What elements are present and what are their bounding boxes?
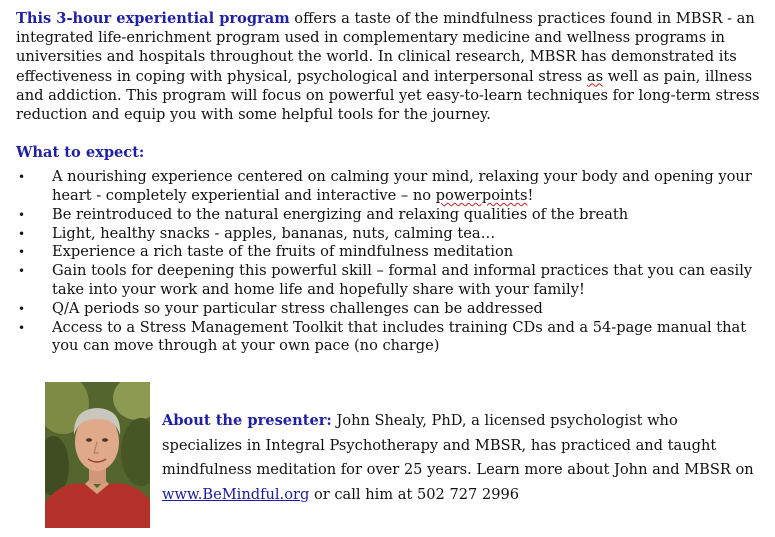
presenter-section bbox=[45, 382, 765, 528]
list-item bbox=[16, 319, 761, 357]
website-link[interactable]: www.BeMindful.org bbox=[162, 485, 310, 503]
list-item bbox=[16, 300, 761, 319]
presenter-bio-text: John Shealy, PhD, a licensed psychologist who specializes in Integral Psychotherapy and MBSR, has practiced and taught mindfulness meditation for over 25 years. Learn more about John and MBSR on bbox=[162, 412, 754, 478]
list-item-text: Access to a Stress Management Toolkit that includes training CDs and a 54-page manual that you can move through at your own pace (no charge) bbox=[52, 318, 747, 355]
bullet-icon: • bbox=[18, 170, 26, 185]
list-item-text: A nourishing experience centered on calming your mind, relaxing your body and opening your heart - completely experiential and interactive – no bbox=[52, 168, 752, 205]
bullet-icon: • bbox=[18, 320, 26, 335]
presenter-label: About the presenter: bbox=[162, 412, 332, 429]
expectation-list bbox=[16, 168, 761, 356]
intro-text-end: well as pain, illness and addiction. This program will focus on powerful yet easy-to-learn techniques for long-term stress reduction and equip you with some helpful tools for the journey. bbox=[16, 67, 760, 124]
bullet-icon: • bbox=[18, 264, 26, 279]
list-item-text: Gain tools for deepening this powerful skill – formal and informal practices that you can easily take into your work and home life and hopefully share with your family! bbox=[52, 262, 753, 298]
bullet-icon: • bbox=[18, 226, 26, 241]
list-item bbox=[16, 243, 761, 262]
intro-lead: This 3-hour experiential program bbox=[16, 10, 290, 27]
spellcheck-flagged-word: powerpoints bbox=[435, 187, 528, 205]
list-item-text: Experience a rich taste of the fruits of mindfulness meditation bbox=[52, 243, 514, 261]
list-item bbox=[16, 225, 761, 244]
presenter-photo bbox=[45, 382, 150, 528]
bullet-icon: • bbox=[18, 245, 26, 260]
list-item-text: Light, healthy snacks - apples, bananas, nuts, calming tea… bbox=[52, 224, 496, 242]
intro-paragraph bbox=[16, 9, 761, 124]
list-item-text: Q/A periods so your particular stress challenges can be addressed bbox=[52, 299, 543, 317]
list-item bbox=[16, 262, 761, 300]
list-item-text-end: ! bbox=[527, 187, 534, 205]
presenter-contact-text: or call him at 502 727 2996 bbox=[309, 485, 520, 503]
list-item bbox=[16, 206, 761, 225]
document-body bbox=[16, 9, 761, 356]
spellcheck-flagged-word: as bbox=[586, 67, 604, 85]
bullet-icon: • bbox=[18, 301, 26, 316]
what-to-expect-heading: What to expect: bbox=[16, 144, 145, 162]
list-item bbox=[16, 168, 761, 206]
intro-text: offers a taste of the mindfulness practices found in MBSR - an integrated life-enrichment program used in complementary medicine and wellness programs in universities and hospitals throughout the world. In clinical research, MBSR has demonstrated its effectiveness in coping with physical, psychological and interpersonal stress bbox=[16, 10, 755, 85]
list-item-text: Be reintroduced to the natural energizing and relaxing qualities of the breath bbox=[52, 205, 629, 223]
bullet-icon: • bbox=[18, 207, 26, 222]
presenter-bio bbox=[162, 409, 762, 507]
